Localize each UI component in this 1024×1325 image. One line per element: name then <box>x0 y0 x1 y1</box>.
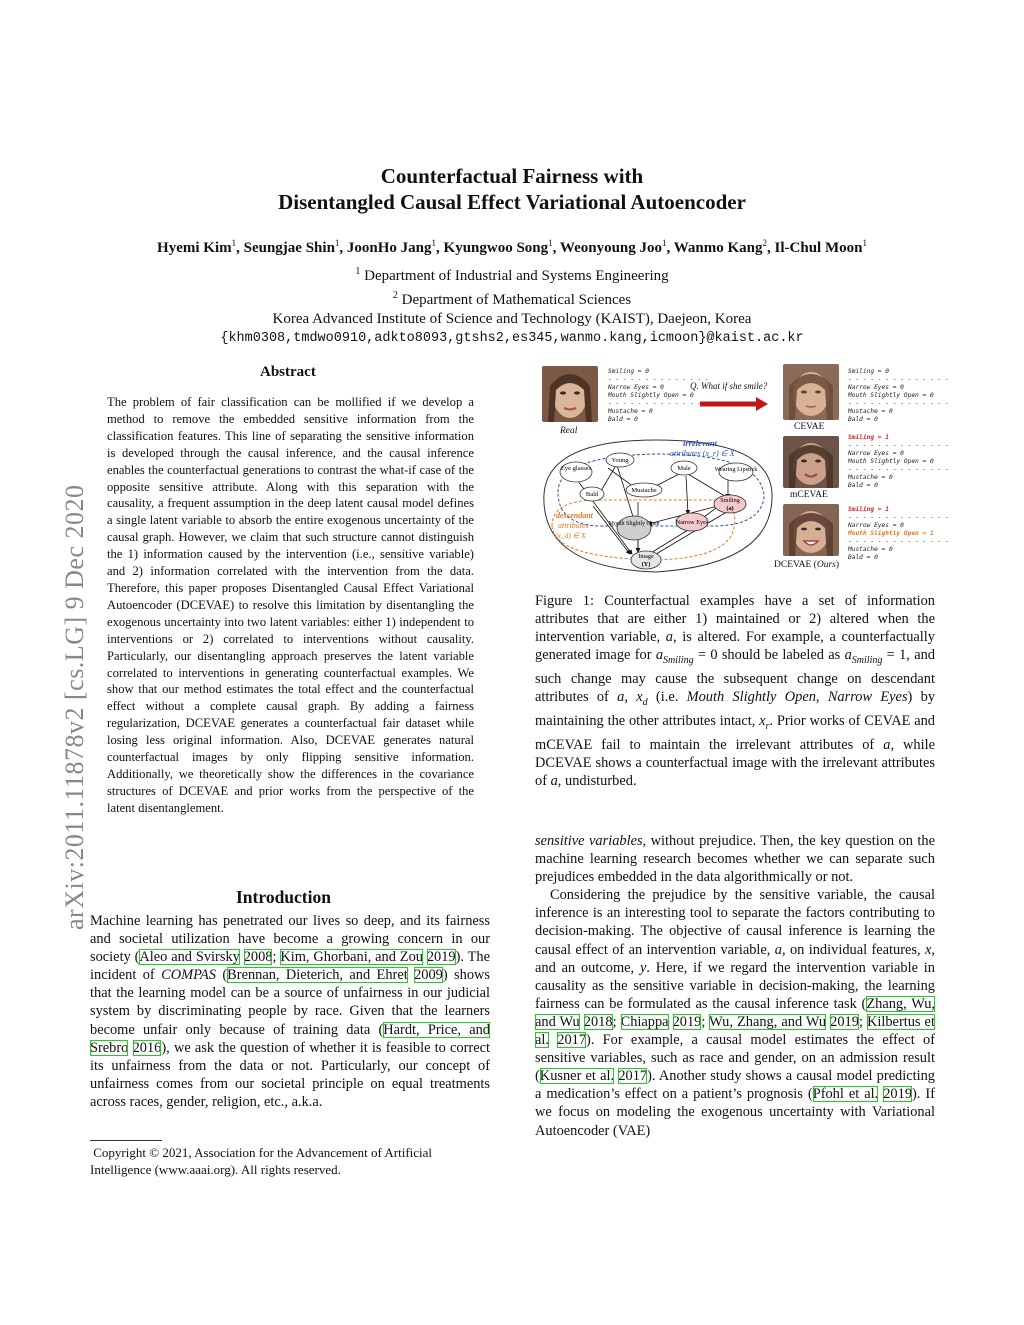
paragraph: sensitive variables, without prejudice. Then, the key question on the machine learning research becomes whether we can separate such prejudices embedded in the data algorithmically or not. <box>535 833 935 886</box>
svg-text:Male: Male <box>677 465 691 472</box>
citation-link[interactable]: 2019 <box>672 1013 702 1030</box>
citation-link[interactable]: Brennan, Dieterich, and Ehret <box>227 967 408 984</box>
attributes-dcevae: Smiling = 1 - - - - - - - - - - - - - - Narrow Eyes = 0 Mouth Slightly Open = 1 - - - - - - - - - - - - - - Mustache = 0 Bald = 0 <box>848 506 949 561</box>
affiliation-2: $^2$ Department of Mathematical Sciences <box>392 290 632 308</box>
citation-link[interactable]: 2019 <box>426 949 456 966</box>
citation-link[interactable]: 2016 <box>132 1039 162 1056</box>
svg-text:(a): (a) <box>726 505 734 512</box>
title-line-1: Counterfactual Fairness with <box>380 164 644 188</box>
svg-text:Smiling: Smiling <box>720 497 740 504</box>
node-mouth-slightly-open <box>617 516 651 540</box>
introduction-text: Machine learning has penetrated our lives so deep, and its fairness and societal utilization have become a growing concern in our society (Aleo and Svirsky 2008; Kim, Ghorbani, and Zou 2019). The incident of COMPAS (Brennan, Dieterich, and Ehret 2009) shows that the learning model can be a source of unfairness in our judicial system by discriminating people by race. Given that the learners become unfair only because of training data (Hardt, Price, and Srebro 2016), we ask the question of whether it is feasible to correct its unfairness from the data or not. Particularly, our concept of unfairness comes from our societal principle on equal treatments across races, gender, religion, etc., a.k.a. <box>90 913 491 1110</box>
author: Weonyoung Joo$^1$ <box>559 238 667 256</box>
attributes-mcevae: Smiling = 1 - - - - - - - - - - - - - - Narrow Eyes = 0 Mouth Slightly Open = 0 - - - - - - - - - - - - - - Mustache = 0 Bald = 0 <box>848 434 949 489</box>
affiliations <box>0 262 1024 348</box>
svg-text:Wearing Lipstick: Wearing Lipstick <box>714 466 758 473</box>
arxiv-stamp <box>18 360 89 930</box>
citation-link[interactable]: Zhang, Wu, and Wu <box>535 995 936 1030</box>
irrelevant-label-1: irrelevant <box>683 438 717 448</box>
real-face-image <box>542 366 598 422</box>
author: Kyungwoo Song$^1$ <box>443 238 553 256</box>
title-line-2: Disentangled Causal Effect Variational Autoencoder <box>278 190 746 214</box>
citation-link[interactable]: Kilbertus et al. <box>535 1013 935 1049</box>
svg-text:Eye glasses: Eye glasses <box>560 465 592 472</box>
citation-link[interactable]: Wu, Zhang, and Wu <box>709 1013 827 1030</box>
citation-link[interactable]: Kusner et al. <box>539 1068 615 1085</box>
label-dcevae: DCEVAE (Ours) <box>774 560 840 570</box>
author: Hyemi Kim$^1$ <box>157 238 237 256</box>
citation-link[interactable]: Aleo and Svirsky <box>139 949 240 966</box>
cevae-face-image <box>783 364 839 420</box>
author: Wanmo Kang$^2$ <box>673 238 768 256</box>
citation-link[interactable]: 2019 <box>830 1013 859 1030</box>
descendant-label-1: descendant <box>556 511 593 520</box>
abstract-text: The problem of fair classification can be mollified if we develop a method to remove the embedded sensitive information from the classification features. This line of separating the sensitive information is developed through the causal inference, and the causal inference enables the counterfactual generations to contrast the what-if case of the opposite sensitive attribute. Along with this separation with the causality, a frequent assumption in the deep latent causal model defines a single latent variable to absorb the entire exogenous uncertainty of the causal graph. However, we claim that such structure cannot distinguish the 1) information caused by the intervention (i.e., sensitive variable) and 2) information correlated with the intervention from the data. Therefore, this paper proposes Disentangled Causal Effect Variational Autoencoder (DCEVAE) to resolve this limitation by disentangling the exogenous uncertainty into two latent variables: either 1) independent to interventions or 2) correlated to interventions without causality. Particularly, our disentangling approach preserves the latent variable correlated to interventions in generating counterfactual examples. We show that our method estimates the total effect and the counterfactual effect without a complete causal graph. By adding a fairness regularization, DCEVAE generates a counterfactual fair dataset while losing less original information. Also, DCEVAE generates natural counterfactual images by only flipping sensitive information. Additionally, we theoretically show the differences in the covariance structures of DCEVAE and prior works from the perspective of the latent disentanglement. <box>107 395 474 815</box>
citation-link[interactable]: Hardt, Price, and Srebro <box>90 1021 490 1056</box>
irrelevant-label-2: attributes (x_r) ∈ X <box>670 449 735 458</box>
figure-1-caption: Figure 1: Counterfactual examples have a set of information attributes that are either 1) maintained or 2) altered when the intervention variable, a, is altered. For example, a counterfactually generated image for $a_{Smiling} = 0$ should be labeled as $a_{Smiling} = 1$, and such change may cause the subsequent change on descendant attributes of a, $x_d$ (i.e. Mouth Slightly Open, Narrow Eyes) by maintaining the other attributes intact, $x_r$. Prior works of CEVAE and mCEVAE fail to maintain the irrelevant attributes of a, while DCEVAE shows a counterfactual image with the irrelevant attributes of a, undisturbed. <box>535 593 936 790</box>
citation-link[interactable]: 2019 <box>883 1086 913 1103</box>
institution: Korea Advanced Institute of Science and Technology (KAIST), Daejeon, Korea <box>272 311 752 327</box>
citation-link[interactable]: 2018 <box>583 1013 613 1030</box>
svg-text:(Y): (Y) <box>641 561 651 568</box>
label-cevae: CEVAE <box>794 422 825 432</box>
abstract-heading: Abstract <box>260 364 316 380</box>
right-column-text <box>535 832 935 1140</box>
citation-link[interactable]: Pfohl et al. <box>812 1086 879 1103</box>
descendant-label-3: (x_d) ∈ X <box>555 531 586 540</box>
dcevae-face-image <box>783 504 839 556</box>
descendant-label-2: attributes <box>558 521 589 530</box>
attributes-cevae: Smiling = 0 - - - - - - - - - - - - - - Narrow Eyes = 0 Mouth Slightly Open = 0 - - - - - - - - - - - - - - Mustache = 0 Bald = 0 <box>848 368 949 423</box>
paragraph: Considering the prejudice by the sensitive variable, the causal inference is an interesting tool to separate the factors contributing to decision-making. The objective of causal inference is learning the causal effect of an intervention variable, a, on individual features, x, and an outcome, y. Here, if we regard the intervention variable in causality as the sensitive variable in decision-making, the learning fairness can be formulated as the causal inference task (Zhang, Wu, and Wu 2018; Chiappa 2019; Wu, Zhang, and Wu 2019; Kilbertus et al. 2017). For example, a causal model estimates the effect of sensitive variables, such as race and gender, on an admission result (Kusner et al. 2017). Another study shows a causal model predicting a medication’s effect on a patient’s prognosis (Pfohl et al. 2019). If we focus on modeling the exogenous uncertainty with Variational Autoencoder (VAE) <box>535 887 936 1139</box>
author: JoonHo Jang$^1$ <box>346 238 437 256</box>
label-mcevae: mCEVAE <box>790 490 828 500</box>
question-label: Q. What if she smile? <box>690 381 768 391</box>
paper-title <box>0 163 1024 215</box>
figure-1 <box>538 360 949 580</box>
author: Seungjae Shin$^1$ <box>243 238 340 256</box>
citation-link[interactable]: Chiappa <box>620 1013 669 1030</box>
causal-graph <box>538 436 776 576</box>
svg-text:Bald: Bald <box>585 491 599 498</box>
arrow-icon <box>698 396 770 412</box>
label-real: Real <box>560 426 578 436</box>
svg-text:Young: Young <box>611 457 629 464</box>
attributes-real: Smiling = 0 - - - - - - - - - - - - - - Narrow Eyes = 0 Mouth Slightly Open = 0 - - - - - - - - - - - - - - Mustache = 0 Bald = 0 <box>608 368 709 423</box>
svg-text:Image: Image <box>638 553 654 560</box>
arxiv-id: arXiv:2011.11878v2 [cs.LG] 9 Dec 2020 <box>60 484 89 930</box>
svg-text:Mouth Slightly Open: Mouth Slightly Open <box>608 521 660 527</box>
author-emails: {khm0308,tmdwo0910,adkto8093,gtshs2,es345,wanmo.kang,icmoon}@kaist.ac.kr <box>220 331 804 346</box>
svg-text:Narrow Eyes: Narrow Eyes <box>675 519 709 526</box>
affiliation-1: $^1$ Department of Industrial and Systems Engineering <box>355 266 669 284</box>
citation-link[interactable]: 2009 <box>414 967 443 984</box>
svg-text:Mustache: Mustache <box>631 487 657 494</box>
author: Il-Chul Moon$^1$ <box>774 238 867 256</box>
introduction-heading: Introduction <box>236 887 331 907</box>
mcevae-face-image <box>783 436 839 488</box>
citation-link[interactable]: 2017 <box>618 1068 648 1085</box>
author-list: Hyemi Kim$^1$, Seungjae Shin$^1$, JoonHo Jang$^1$, Kyungwoo Song$^1$, Weonyoung Joo$^1$, Wanmo Kang$^2$, Il-Chul Moon$^1$ <box>157 238 867 256</box>
citation-link[interactable]: Kim, Ghorbani, and Zou <box>280 949 423 966</box>
citation-link[interactable]: 2008 <box>243 949 273 966</box>
citation-link[interactable]: 2017 <box>557 1032 587 1049</box>
copyright-footnote: Copyright © 2021, Association for the Advancement of Artificial Intelligence (www.aaai.org). All rights reserved. <box>90 1145 433 1177</box>
footnote-rule <box>90 1140 162 1141</box>
